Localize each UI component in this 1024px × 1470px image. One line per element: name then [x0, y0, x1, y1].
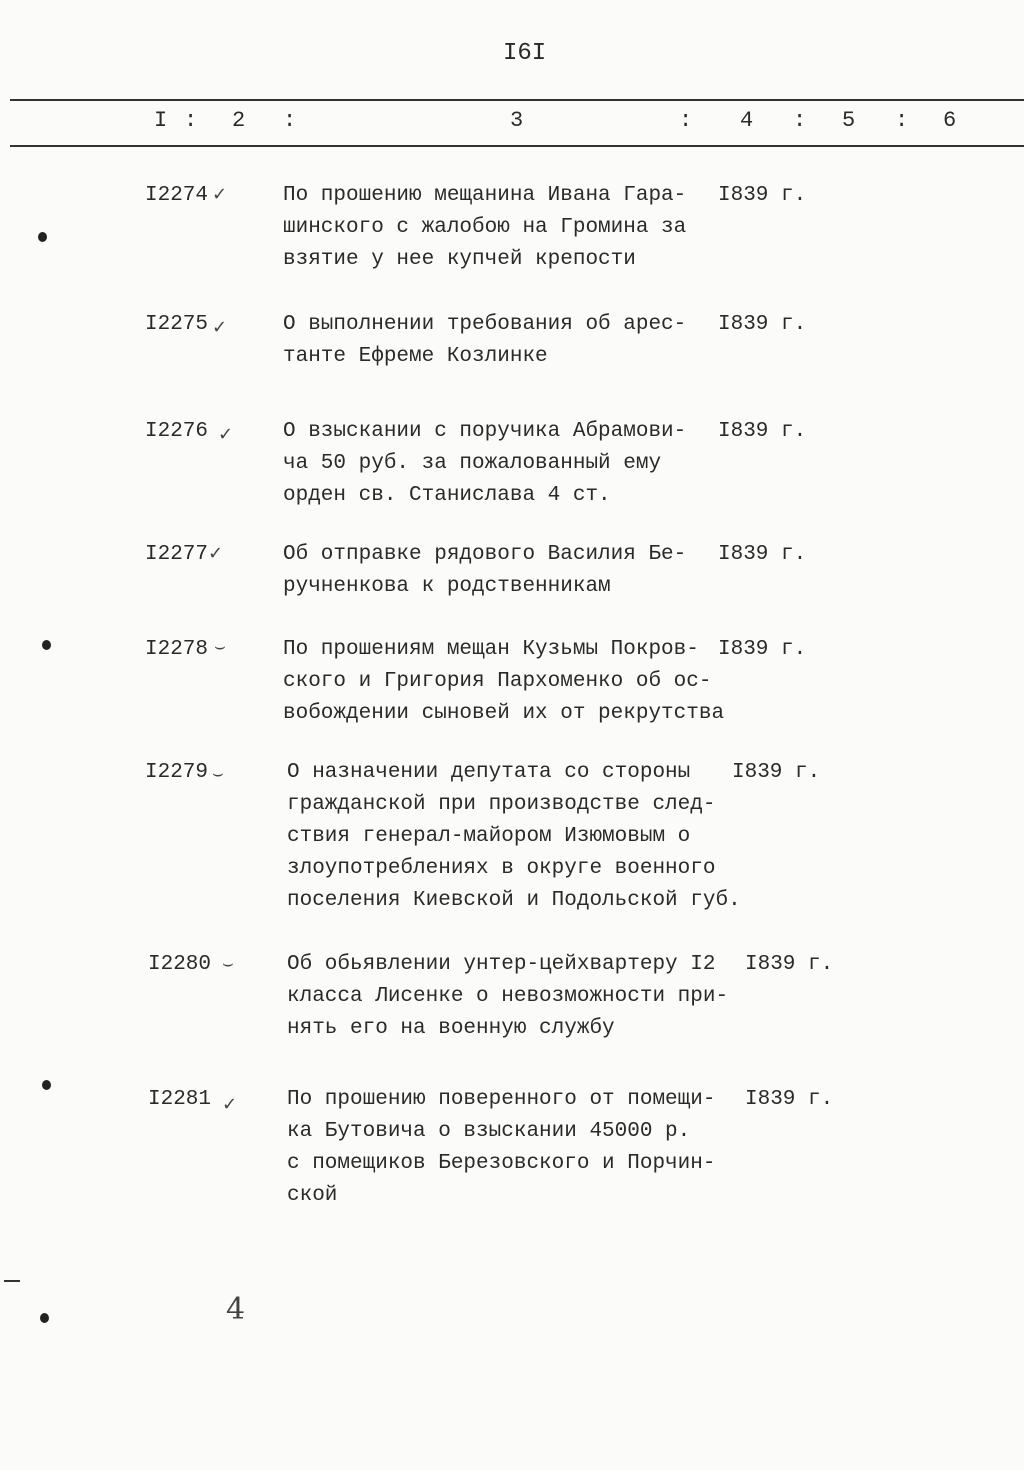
description-line: орден св. Станислава 4 ст. — [283, 484, 611, 507]
case-number: I2275 — [145, 313, 209, 336]
year: I839 г. — [718, 543, 807, 566]
description-line: класса Лисенке о невозможности при- — [287, 985, 729, 1008]
description-line: ча 50 руб. за пожалованный ему — [283, 452, 662, 475]
description-line: ской — [287, 1184, 338, 1207]
case-number: I2277 — [145, 543, 209, 566]
punch-hole-mark — [38, 232, 47, 242]
description-line: с помещиков Березовского и Порчин- — [287, 1152, 716, 1175]
column-separator: : — [793, 108, 807, 133]
description-line: По прошению мещанина Ивана Гара- — [283, 184, 687, 207]
check-mark-icon: ✓ — [212, 317, 228, 338]
column-header-6: 6 — [943, 108, 957, 133]
case-number: I2281 — [148, 1088, 212, 1111]
case-number: I2280 — [148, 953, 212, 976]
description-line: О взыскании с поручика Абрамови- — [283, 420, 687, 443]
handwritten-note: 4 — [226, 1292, 246, 1327]
column-header-1: I — [154, 108, 168, 133]
column-header-4: 4 — [740, 108, 754, 133]
header-bottom-rule — [10, 145, 1024, 147]
check-mark-icon: ✓ — [208, 543, 224, 564]
column-separator: : — [184, 108, 198, 133]
check-mark-icon: ✓ — [218, 424, 234, 445]
description-line: гражданской при производстве след- — [287, 793, 716, 816]
column-separator: : — [283, 108, 297, 133]
header-top-rule — [10, 99, 1024, 101]
year: I839 г. — [745, 1088, 834, 1111]
margin-mark — [4, 1280, 20, 1282]
description-line: взятие у нее купчей крепости — [283, 248, 636, 271]
description-line: О назначении депутата со стороны — [287, 761, 691, 784]
check-mark-icon: ⌣ — [212, 763, 224, 784]
description-line: ка Бутовича о взыскании 45000 р. — [287, 1120, 691, 1143]
description-line: По прошениям мещан Кузьмы Покров- — [283, 638, 699, 661]
description-line: О выполнении требования об арес- — [283, 313, 687, 336]
year: I839 г. — [718, 313, 807, 336]
column-separator: : — [895, 108, 909, 133]
check-mark-icon: ⌣ — [222, 953, 234, 974]
year: I839 г. — [732, 761, 821, 784]
description-line: поселения Киевской и Подольской губ. — [287, 889, 741, 912]
year: I839 г. — [718, 638, 807, 661]
column-header-3: 3 — [510, 108, 524, 133]
description-line: злоупотреблениях в округе военного — [287, 857, 716, 880]
page-number: I6I — [503, 40, 547, 67]
punch-hole-mark — [40, 1313, 49, 1323]
check-mark-icon: ⌣ — [214, 636, 226, 657]
year: I839 г. — [718, 184, 807, 207]
case-number: I2278 — [145, 638, 209, 661]
case-number: I2274 — [145, 184, 209, 207]
year: I839 г. — [718, 420, 807, 443]
description-line: Об отправке рядового Василия Бе- — [283, 543, 687, 566]
description-line: нять его на военную службу — [287, 1017, 615, 1040]
description-line: По прошению поверенного от помещи- — [287, 1088, 716, 1111]
description-line: вобождении сыновей их от рекрутства — [283, 702, 725, 725]
description-line: ручненкова к родственникам — [283, 575, 611, 598]
description-line: ствия генерал-майором Изюмовым о — [287, 825, 691, 848]
punch-hole-mark — [42, 640, 51, 650]
description-line: танте Ефреме Козлинке — [283, 345, 548, 368]
year: I839 г. — [745, 953, 834, 976]
description-line: шинского с жалобою на Громина за — [283, 216, 687, 239]
column-header-2: 2 — [232, 108, 246, 133]
description-line: Об обьявлении унтер-цейхвартеру I2 — [287, 953, 716, 976]
check-mark-icon: ✓ — [222, 1094, 238, 1115]
column-header-5: 5 — [842, 108, 856, 133]
punch-hole-mark — [42, 1080, 51, 1090]
check-mark-icon: ✓ — [212, 184, 228, 205]
column-separator: : — [679, 108, 693, 133]
case-number: I2276 — [145, 420, 209, 443]
description-line: ского и Григория Пархоменко об ос- — [283, 670, 712, 693]
case-number: I2279 — [145, 761, 209, 784]
